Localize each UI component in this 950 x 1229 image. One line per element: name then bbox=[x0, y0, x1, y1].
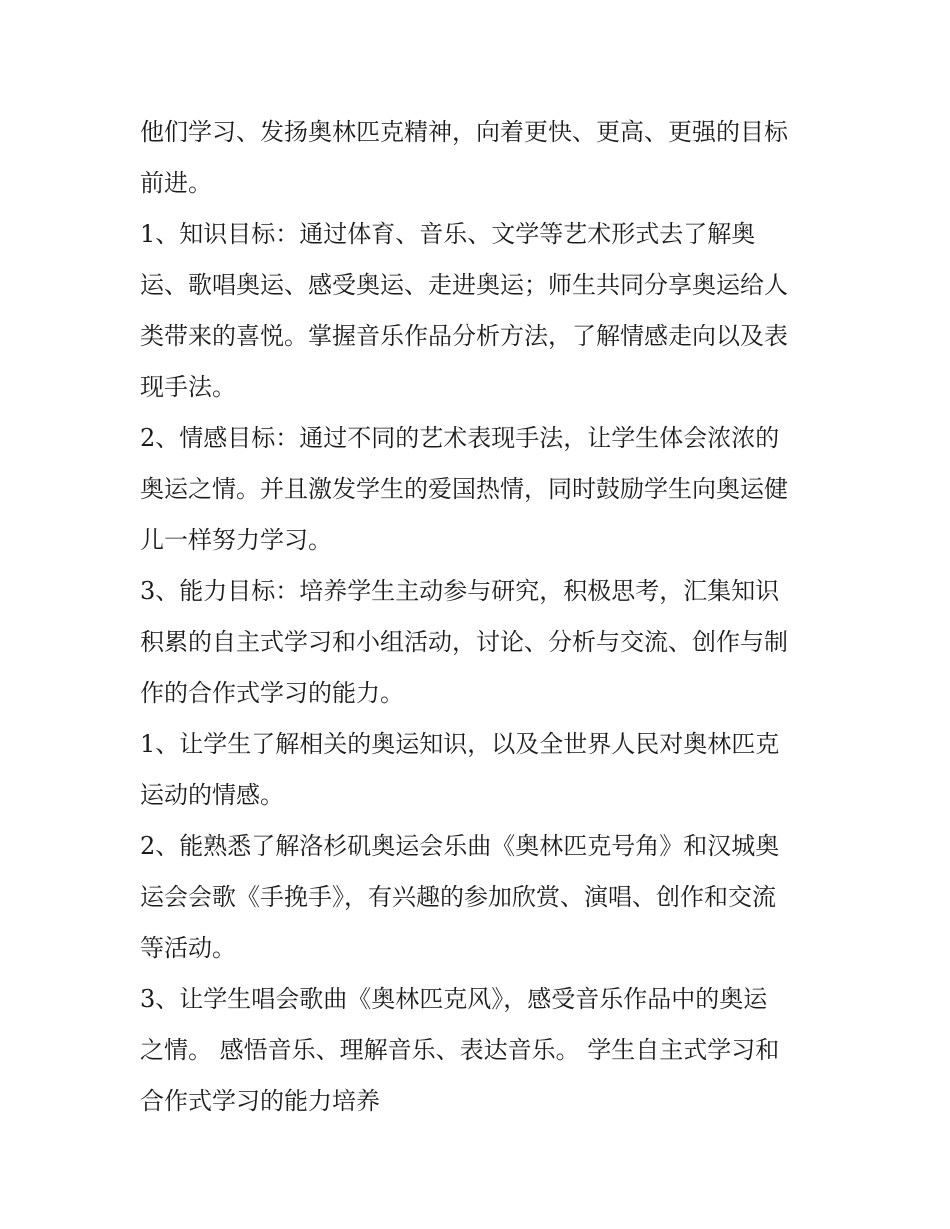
text-line: 积累的自主式学习和小组活动，讨论、分析与交流、创作与制 bbox=[140, 628, 788, 656]
document-body bbox=[140, 107, 820, 1127]
text-line: 类带来的喜悦。掌握音乐作品分析方法，了解情感走向以及表 bbox=[140, 322, 788, 350]
text-line: 3、能力目标：培养学生主动参与研究，积极思考，汇集知识 bbox=[140, 577, 780, 605]
text-line: 现手法。 bbox=[140, 373, 236, 401]
text-line: 前进。 bbox=[140, 169, 212, 197]
text-line: 他们学习、发扬奥林匹克精神，向着更快、更高、更强的目标 bbox=[140, 118, 788, 146]
text-line: 运会会歌《手挽手》，有兴趣的参加欣赏、演唱、创作和交流 bbox=[140, 883, 776, 911]
text-line: 之情。 感悟音乐、理解音乐、表达音乐。 学生自主式学习和 bbox=[140, 1036, 780, 1064]
text-line: 1、让学生了解相关的奥运知识，以及全世界人民对奥林匹克 bbox=[140, 730, 780, 758]
text-line: 作的合作式学习的能力。 bbox=[140, 679, 404, 707]
text-line: 奥运之情。并且激发学生的爱国热情，同时鼓励学生向奥运健 bbox=[140, 475, 788, 503]
text-line: 2、情感目标：通过不同的艺术表现手法，让学生体会浓浓的 bbox=[140, 424, 780, 452]
text-line: 2、能熟悉了解洛杉矶奥运会乐曲《奥林匹克号角》和汉城奥 bbox=[140, 832, 780, 860]
text-line: 儿一样努力学习。 bbox=[140, 526, 332, 554]
text-line: 运动的情感。 bbox=[140, 781, 284, 809]
text-line: 运、歌唱奥运、感受奥运、走进奥运；师生共同分享奥运给人 bbox=[140, 271, 788, 299]
text-line: 3、让学生唱会歌曲《奥林匹克风》，感受音乐作品中的奥运 bbox=[140, 985, 768, 1013]
text-line: 合作式学习的能力培养 bbox=[140, 1087, 380, 1115]
text-line: 1、知识目标：通过体育、音乐、文学等艺术形式去了解奥 bbox=[140, 220, 756, 248]
text-line: 等活动。 bbox=[140, 934, 236, 962]
